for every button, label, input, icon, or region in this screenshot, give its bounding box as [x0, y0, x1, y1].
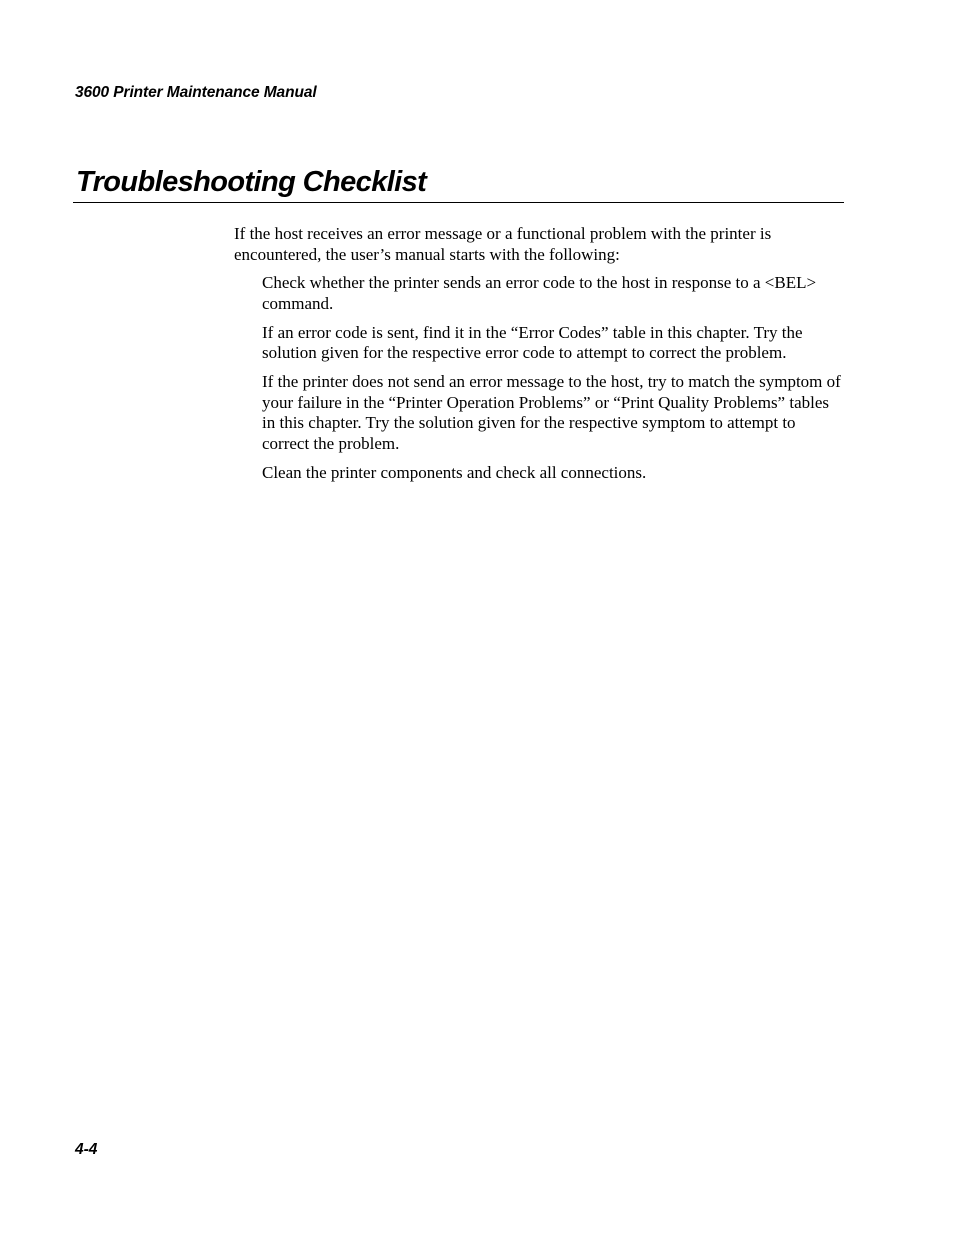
checklist-item: Clean the printer components and check all connections. — [262, 462, 647, 482]
checklist-item: If an error code is sent, find it in the “Error Codes” table in this chapter. Try the solution given for the respective error code to attempt to correct the problem. — [262, 322, 803, 362]
section-title: Troubleshooting Checklist — [76, 166, 427, 198]
page-number: 4-4 — [75, 1141, 98, 1158]
checklist — [262, 273, 846, 492]
intro-paragraph: If the host receives an error message or a functional problem with the printer is encountered, the user’s manual starts with the following: — [234, 224, 772, 264]
checklist-item: Check whether the printer sends an error code to the host in response to a <BEL> command. — [262, 273, 817, 313]
title-rule — [73, 202, 844, 203]
checklist-item: If the printer does not send an error message to the host, try to match the symptom of your failure in the “Printer Operation Problems” or “Print Quality Problems” tables in this chapter. Try the solution given for the respective symptom to attempt to correct the problem. — [262, 372, 841, 453]
running-header: 3600 Printer Maintenance Manual — [75, 84, 317, 101]
